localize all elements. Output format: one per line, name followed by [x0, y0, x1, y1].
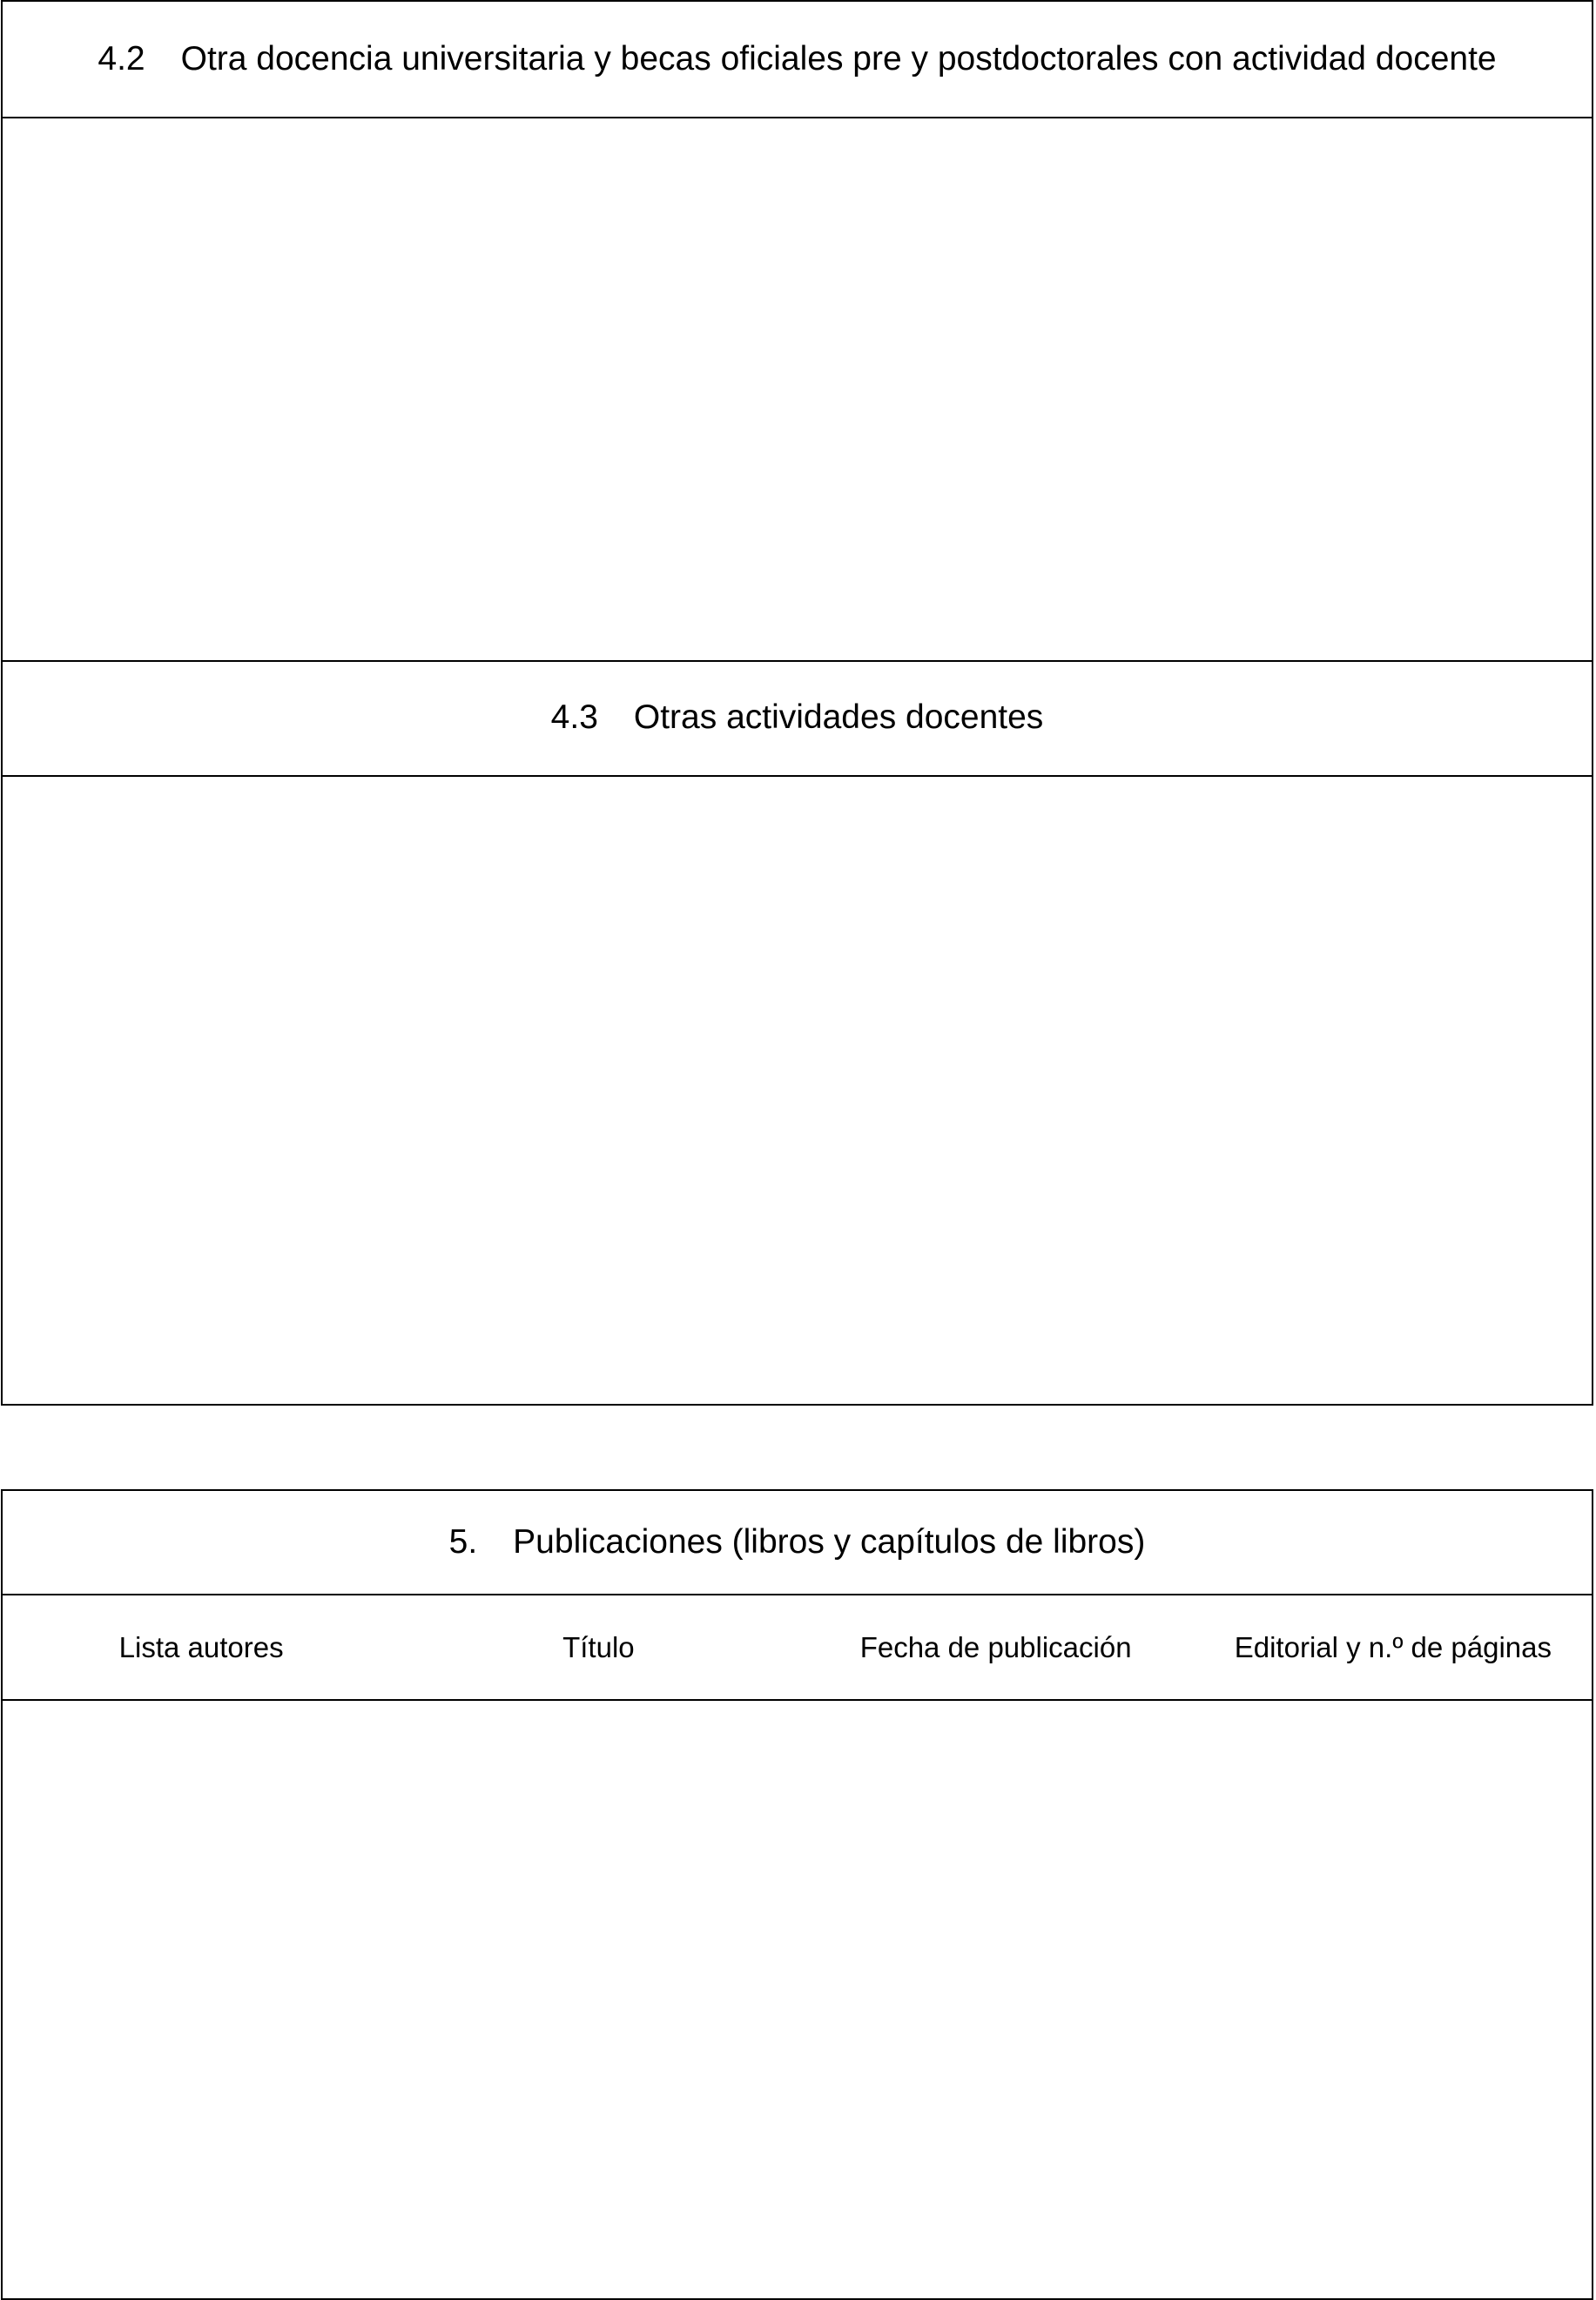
section-4-3-content-area[interactable]: [3, 775, 1592, 1404]
section-title: Otra docencia universitaria y becas oficiales pre y postdoctorales con actividad docente: [180, 40, 1497, 78]
section-number: 4.3: [550, 698, 598, 736]
column-header-publication-date: Fecha de publicación: [859, 1630, 1132, 1663]
section-4-2-content-area[interactable]: [3, 117, 1592, 660]
section-number: 4.2: [98, 40, 145, 78]
section-4-2-header: [3, 2, 1592, 117]
section-title: Publicaciones (libros y capítulos de libros): [513, 1523, 1146, 1561]
column-header-title: Título: [562, 1630, 635, 1663]
publications-content-area[interactable]: [3, 1699, 1592, 2298]
column-header-publisher-pages: Editorial y n.º de páginas: [1234, 1630, 1552, 1663]
section-5-header: [3, 1491, 1592, 1594]
section-number: 5.: [448, 1523, 478, 1561]
section-5: [1, 1489, 1593, 2300]
section-title: Otras actividades docentes: [633, 698, 1044, 736]
section-4-2: [1, 0, 1593, 662]
publications-column-headers: [3, 1594, 1592, 1699]
column-header-authors: Lista autores: [118, 1630, 284, 1663]
section-4-3: [1, 660, 1593, 1406]
section-4-3-header: [3, 660, 1592, 775]
